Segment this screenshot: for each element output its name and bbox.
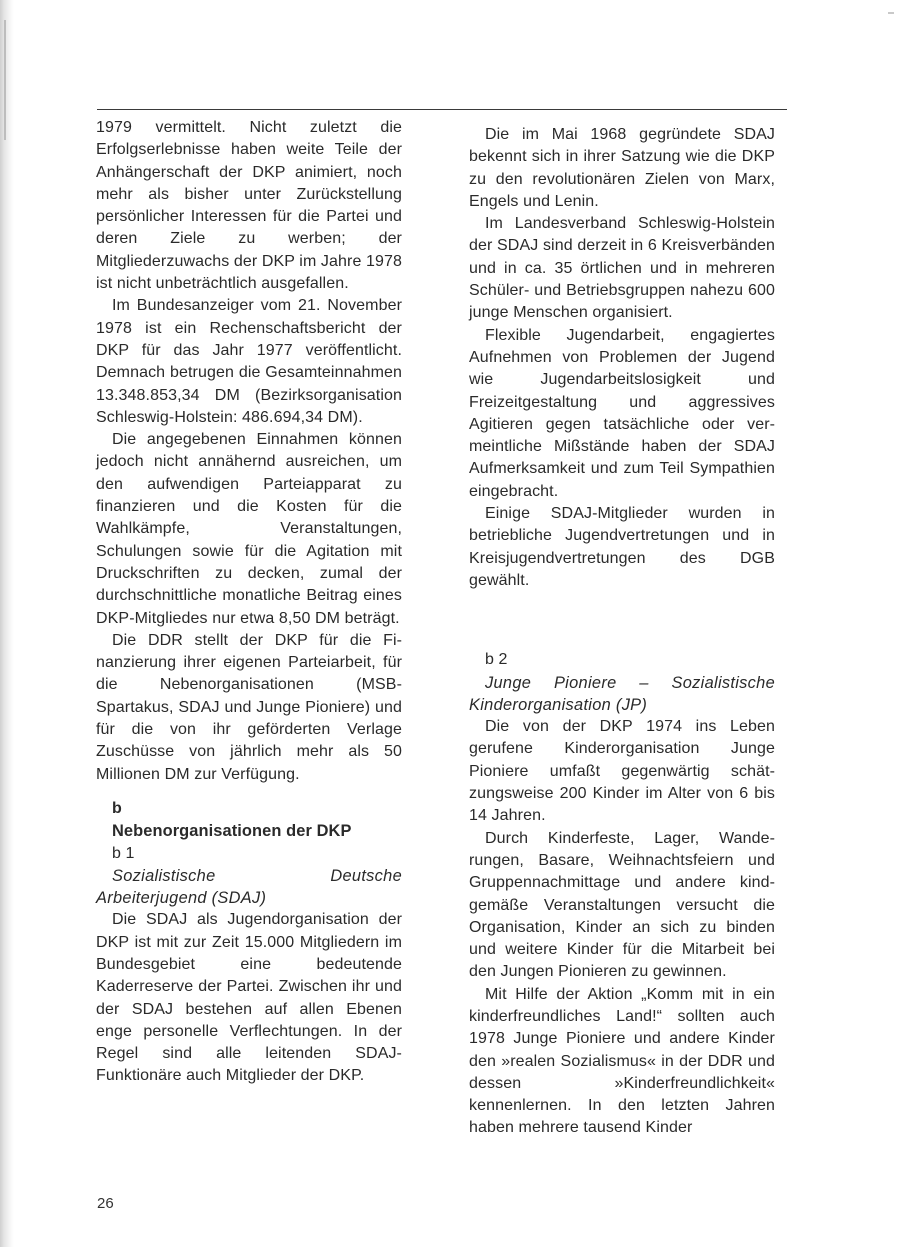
paragraph: 1979 vermittelt. Nicht zuletzt die Erfolgserlebnisse haben weite Teile der Anhängerschaft der DKP animiert, noch mehr als bisher unter Zurückstellung persönlicher Interessen für die Partei und deren Ziele zu werben; der Mitgliederzuwachs der DKP im Jahre 1978 ist nicht unbeträchtlich ausgefallen. [96, 119, 402, 293]
paragraph: Im Landesverband Schleswig-Holstein der SDAJ sind derzeit in 6 Kreisverbänden und in ca. 35 örtlichen und in mehreren Schüler- und Betriebsgruppen nahezu 600 junge Menschen organisiert. [469, 215, 775, 322]
paragraph: Die angegebenen Einnahmen können jedoch nicht annähernd ausreichen, um den aufwendigen Parteiapparat zu finanzieren und die Kosten für die Wahlkämpfe, Veranstaltungen, Schulungen sowie für die Agitation mit Druckschriften zu decken, zumal der durchschnittliche monatliche Beitrag eines DKP-Mitgliedes nur etwa 8,50 DM beträgt. [96, 431, 402, 627]
section-letter: b [112, 799, 122, 817]
page-binding-edge [0, 0, 14, 1247]
paragraph: Im Bundesanzeiger vom 21. November 1978 ist ein Rechenschaftsbericht der DKP für das Jahr 1977 veröffentlicht. Demnach betrugen die Gesamteinnahmen 13.348.853,34 DM (Bezirksorganisation Schleswig-Holstein: 486.694,34 DM). [96, 297, 402, 426]
subsection-number: b 2 [485, 651, 508, 669]
paragraph: Einige SDAJ-Mitglieder wurden in betriebliche Jugendvertretungen und in Kreisjugendvertretungen des DGB gewählt. [469, 505, 775, 589]
paragraph: Mit Hilfe der Aktion „Komm mit in ein kinderfreundliches Land!“ sollten auch 1978 Junge Pioniere und andere Kinder den »realen Sozialismus« in der DDR und dessen »Kinderfreundlichkeit« kennenlernen. In den letzten Jahren haben mehrere tausend Kinder [469, 985, 775, 1137]
paragraph: Flexible Jugendarbeit, engagiertes Aufnehmen von Problemen der Jugend wie Jugendarbeitslosigkeit und Freizeitgestaltung und aggressives Agitieren gegen tatsächliche oder vermeintliche Mißstände haben der SDAJ Aufmerksamkeit und zum Teil Sympathien eingebracht. [469, 326, 775, 500]
right-column [469, 124, 775, 1140]
paragraph: Durch Kinderfeste, Lager, Wanderungen, Basare, Weihnachtsfeiern und Gruppennachmittage und andere kindgemäße Veranstaltungen versucht die Organisation, Kinder an sich zu binden und weitere Kinder für die Mitarbeit bei den Jungen Pionieren zu gewinnen. [469, 829, 775, 981]
header-rule [97, 109, 787, 110]
left-column [96, 117, 402, 1088]
paragraph: Die von der DKP 1974 ins Leben gerufene Kinderorganisation Junge Pioniere umfaßt gegenwärtig schätzungsweise 200 Kinder im Alter von 6 bis 14 Jahren. [469, 718, 775, 825]
section-title: Nebenorganisationen der DKP [112, 822, 352, 841]
page-number: 26 [97, 1195, 114, 1212]
corner-mark [888, 12, 894, 14]
binding-mark [4, 20, 6, 140]
subsection-title: Sozialistische Deutsche Arbeiterjugend (SDAJ) [96, 866, 402, 908]
paragraph: Die SDAJ als Jugendorganisation der DKP ist mit zur Zeit 15.000 Mitgliedern im Bundesgebiet eine bedeutende Kaderreserve der Partei. Zwischen ihr und der SDAJ bestehen auf allen Ebenen enge personelle Verflechtungen. In der Regel sind alle leitenden SDAJ-Funktionäre auch Mitglieder der DKP. [96, 911, 402, 1085]
paragraph: Die im Mai 1968 gegründete SDAJ bekennt sich in ihrer Satzung wie die DKP zu den revolutionären Zielen von Marx, Engels und Lenin. [469, 126, 775, 210]
subsection-title: Junge Pioniere – Sozialistische Kinderorganisation (JP) [469, 673, 775, 714]
subsection-number: b 1 [112, 844, 135, 862]
paragraph: Die DDR stellt der DKP für die Finanzierung ihrer eigenen Parteiarbeit, für die Nebenorganisationen (MSB-Spartakus, SDAJ und Junge Pioniere) und für die von ihr geförderten Verlage Zuschüsse von jährlich mehr als 50 Millionen DM zur Verfügung. [96, 631, 402, 783]
